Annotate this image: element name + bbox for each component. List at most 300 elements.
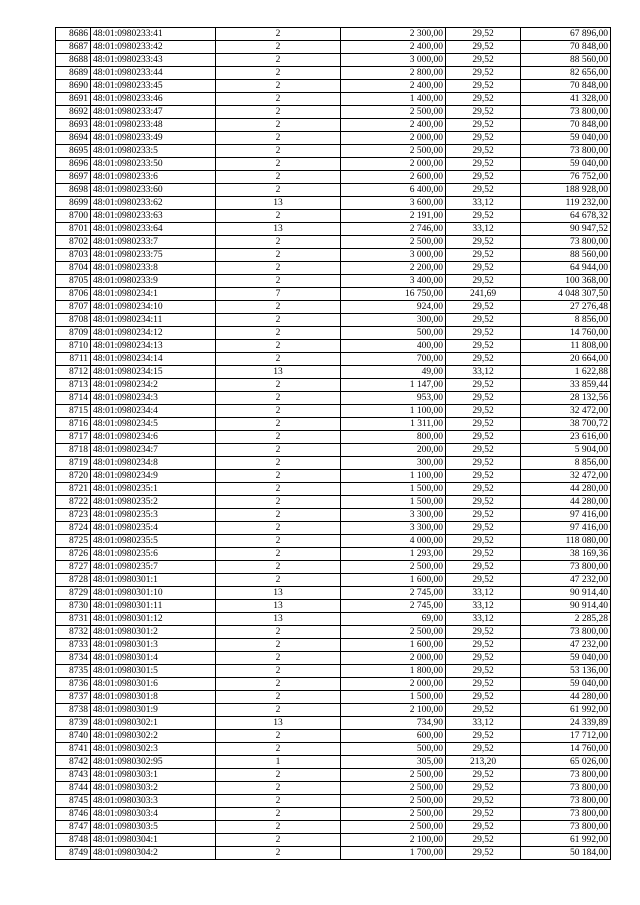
rate-cell: 33,12 (446, 223, 521, 236)
table-row (56, 691, 611, 704)
rate-cell: 29,52 (446, 678, 521, 691)
row-number-cell: 8724 (56, 522, 91, 535)
row-number-cell: 8737 (56, 691, 91, 704)
rate-cell: 29,52 (446, 41, 521, 54)
category-code-cell: 2 (216, 106, 341, 119)
category-code-cell: 13 (216, 600, 341, 613)
area-cell: 2 500,00 (341, 782, 446, 795)
table-row (56, 223, 611, 236)
area-cell: 200,00 (341, 444, 446, 457)
category-code-cell: 13 (216, 223, 341, 236)
cadastral-number-cell: 48:01:0980235:6 (91, 548, 216, 561)
area-cell: 300,00 (341, 457, 446, 470)
cadastral-value-cell: 5 904,00 (521, 444, 611, 457)
category-code-cell: 2 (216, 678, 341, 691)
cadastral-number-cell: 48:01:0980302:3 (91, 743, 216, 756)
area-cell: 1 700,00 (341, 847, 446, 860)
row-number-cell: 8711 (56, 353, 91, 366)
row-number-cell: 8712 (56, 366, 91, 379)
table-row (56, 587, 611, 600)
cadastral-value-cell: 70 848,00 (521, 119, 611, 132)
cadastral-value-cell: 44 280,00 (521, 483, 611, 496)
rate-cell: 29,52 (446, 67, 521, 80)
cadastral-number-cell: 48:01:0980234:1 (91, 288, 216, 301)
cadastral-value-cell: 4 048 307,50 (521, 288, 611, 301)
cadastral-value-cell: 61 992,00 (521, 704, 611, 717)
table-row (56, 717, 611, 730)
cadastral-value-cell: 44 280,00 (521, 691, 611, 704)
row-number-cell: 8738 (56, 704, 91, 717)
area-cell: 2 500,00 (341, 821, 446, 834)
area-cell: 2 000,00 (341, 652, 446, 665)
area-cell: 2 745,00 (341, 600, 446, 613)
rate-cell: 29,52 (446, 535, 521, 548)
row-number-cell: 8688 (56, 54, 91, 67)
row-number-cell: 8686 (56, 28, 91, 41)
row-number-cell: 8707 (56, 301, 91, 314)
row-number-cell: 8701 (56, 223, 91, 236)
table-row (56, 509, 611, 522)
category-code-cell: 2 (216, 119, 341, 132)
area-cell: 2 500,00 (341, 808, 446, 821)
category-code-cell: 2 (216, 314, 341, 327)
cadastral-value-cell: 90 914,40 (521, 587, 611, 600)
cadastral-value-table (55, 27, 611, 860)
area-cell: 400,00 (341, 340, 446, 353)
category-code-cell: 2 (216, 483, 341, 496)
rate-cell: 29,52 (446, 743, 521, 756)
row-number-cell: 8716 (56, 418, 91, 431)
table-row (56, 197, 611, 210)
rate-cell: 29,52 (446, 483, 521, 496)
row-number-cell: 8723 (56, 509, 91, 522)
cadastral-number-cell: 48:01:0980234:9 (91, 470, 216, 483)
category-code-cell: 2 (216, 353, 341, 366)
table-row (56, 535, 611, 548)
table-row (56, 236, 611, 249)
cadastral-value-cell: 20 664,00 (521, 353, 611, 366)
row-number-cell: 8693 (56, 119, 91, 132)
rate-cell: 29,52 (446, 93, 521, 106)
area-cell: 3 000,00 (341, 54, 446, 67)
rate-cell: 29,52 (446, 28, 521, 41)
area-cell: 2 500,00 (341, 626, 446, 639)
cadastral-value-cell: 97 416,00 (521, 509, 611, 522)
row-number-cell: 8725 (56, 535, 91, 548)
table-row (56, 444, 611, 457)
table-row (56, 834, 611, 847)
cadastral-value-cell: 41 328,00 (521, 93, 611, 106)
rate-cell: 33,12 (446, 587, 521, 600)
row-number-cell: 8732 (56, 626, 91, 639)
row-number-cell: 8734 (56, 652, 91, 665)
row-number-cell: 8702 (56, 236, 91, 249)
rate-cell: 29,52 (446, 379, 521, 392)
cadastral-number-cell: 48:01:0980304:2 (91, 847, 216, 860)
cadastral-number-cell: 48:01:0980234:12 (91, 327, 216, 340)
cadastral-value-cell: 14 760,00 (521, 743, 611, 756)
table-body (56, 28, 611, 860)
cadastral-number-cell: 48:01:0980235:4 (91, 522, 216, 535)
cadastral-value-cell: 118 080,00 (521, 535, 611, 548)
area-cell: 1 400,00 (341, 93, 446, 106)
rate-cell: 29,52 (446, 769, 521, 782)
row-number-cell: 8713 (56, 379, 91, 392)
category-code-cell: 2 (216, 795, 341, 808)
category-code-cell: 2 (216, 548, 341, 561)
cadastral-value-cell: 73 800,00 (521, 626, 611, 639)
area-cell: 3 300,00 (341, 522, 446, 535)
row-number-cell: 8709 (56, 327, 91, 340)
cadastral-value-cell: 28 132,56 (521, 392, 611, 405)
rate-cell: 29,52 (446, 665, 521, 678)
cadastral-number-cell: 48:01:0980301:9 (91, 704, 216, 717)
row-number-cell: 8700 (56, 210, 91, 223)
row-number-cell: 8710 (56, 340, 91, 353)
rate-cell: 29,52 (446, 457, 521, 470)
cadastral-value-cell: 90 914,40 (521, 600, 611, 613)
rate-cell: 29,52 (446, 444, 521, 457)
cadastral-value-cell: 2 285,28 (521, 613, 611, 626)
area-cell: 1 147,00 (341, 379, 446, 392)
row-number-cell: 8742 (56, 756, 91, 769)
row-number-cell: 8721 (56, 483, 91, 496)
category-code-cell: 2 (216, 444, 341, 457)
area-cell: 3 600,00 (341, 197, 446, 210)
rate-cell: 241,69 (446, 288, 521, 301)
category-code-cell: 2 (216, 379, 341, 392)
cadastral-value-cell: 73 800,00 (521, 795, 611, 808)
table-row (56, 28, 611, 41)
row-number-cell: 8727 (56, 561, 91, 574)
category-code-cell: 2 (216, 275, 341, 288)
cadastral-value-cell: 73 800,00 (521, 236, 611, 249)
rate-cell: 29,52 (446, 119, 521, 132)
category-code-cell: 2 (216, 782, 341, 795)
row-number-cell: 8729 (56, 587, 91, 600)
row-number-cell: 8689 (56, 67, 91, 80)
cadastral-value-cell: 65 026,00 (521, 756, 611, 769)
cadastral-number-cell: 48:01:0980235:7 (91, 561, 216, 574)
row-number-cell: 8717 (56, 431, 91, 444)
row-number-cell: 8690 (56, 80, 91, 93)
cadastral-number-cell: 48:01:0980233:50 (91, 158, 216, 171)
area-cell: 1 311,00 (341, 418, 446, 431)
area-cell: 924,00 (341, 301, 446, 314)
row-number-cell: 8746 (56, 808, 91, 821)
cadastral-number-cell: 48:01:0980233:75 (91, 249, 216, 262)
cadastral-number-cell: 48:01:0980233:43 (91, 54, 216, 67)
cadastral-number-cell: 48:01:0980234:7 (91, 444, 216, 457)
cadastral-value-cell: 47 232,00 (521, 574, 611, 587)
cadastral-value-cell: 17 712,00 (521, 730, 611, 743)
cadastral-value-cell: 70 848,00 (521, 80, 611, 93)
cadastral-number-cell: 48:01:0980301:10 (91, 587, 216, 600)
category-code-cell: 2 (216, 93, 341, 106)
rate-cell: 29,52 (446, 275, 521, 288)
category-code-cell: 2 (216, 54, 341, 67)
area-cell: 2 200,00 (341, 262, 446, 275)
cadastral-value-cell: 76 752,00 (521, 171, 611, 184)
row-number-cell: 8733 (56, 639, 91, 652)
table-row (56, 743, 611, 756)
area-cell: 2 300,00 (341, 28, 446, 41)
cadastral-value-cell: 8 856,00 (521, 457, 611, 470)
category-code-cell: 13 (216, 197, 341, 210)
table-row (56, 808, 611, 821)
rate-cell: 29,52 (446, 834, 521, 847)
cadastral-number-cell: 48:01:0980233:46 (91, 93, 216, 106)
area-cell: 6 400,00 (341, 184, 446, 197)
cadastral-number-cell: 48:01:0980233:6 (91, 171, 216, 184)
area-cell: 1 600,00 (341, 639, 446, 652)
area-cell: 2 400,00 (341, 80, 446, 93)
table-row (56, 457, 611, 470)
area-cell: 2 100,00 (341, 834, 446, 847)
category-code-cell: 2 (216, 184, 341, 197)
category-code-cell: 2 (216, 704, 341, 717)
table-row (56, 54, 611, 67)
rate-cell: 29,52 (446, 652, 521, 665)
rate-cell: 29,52 (446, 795, 521, 808)
cadastral-value-cell: 59 040,00 (521, 158, 611, 171)
category-code-cell: 2 (216, 405, 341, 418)
cadastral-value-cell: 67 896,00 (521, 28, 611, 41)
table-row (56, 639, 611, 652)
cadastral-number-cell: 48:01:0980233:44 (91, 67, 216, 80)
row-number-cell: 8706 (56, 288, 91, 301)
cadastral-number-cell: 48:01:0980303:4 (91, 808, 216, 821)
table-row (56, 483, 611, 496)
cadastral-number-cell: 48:01:0980235:1 (91, 483, 216, 496)
cadastral-value-cell: 32 472,00 (521, 470, 611, 483)
category-code-cell: 13 (216, 613, 341, 626)
cadastral-value-cell: 73 800,00 (521, 782, 611, 795)
table-row (56, 405, 611, 418)
table-row (56, 275, 611, 288)
category-code-cell: 2 (216, 132, 341, 145)
table-row (56, 561, 611, 574)
row-number-cell: 8720 (56, 470, 91, 483)
category-code-cell: 2 (216, 80, 341, 93)
rate-cell: 213,20 (446, 756, 521, 769)
cadastral-number-cell: 48:01:0980301:4 (91, 652, 216, 665)
cadastral-number-cell: 48:01:0980233:41 (91, 28, 216, 41)
cadastral-value-cell: 61 992,00 (521, 834, 611, 847)
cadastral-value-cell: 59 040,00 (521, 132, 611, 145)
cadastral-number-cell: 48:01:0980301:8 (91, 691, 216, 704)
row-number-cell: 8697 (56, 171, 91, 184)
cadastral-number-cell: 48:01:0980235:5 (91, 535, 216, 548)
table-row (56, 821, 611, 834)
cadastral-value-cell: 70 848,00 (521, 41, 611, 54)
area-cell: 2 000,00 (341, 678, 446, 691)
rate-cell: 29,52 (446, 184, 521, 197)
cadastral-number-cell: 48:01:0980233:42 (91, 41, 216, 54)
category-code-cell: 2 (216, 171, 341, 184)
cadastral-value-cell: 23 616,00 (521, 431, 611, 444)
table-row (56, 262, 611, 275)
category-code-cell: 2 (216, 431, 341, 444)
cadastral-value-cell: 14 760,00 (521, 327, 611, 340)
area-cell: 2 000,00 (341, 132, 446, 145)
area-cell: 800,00 (341, 431, 446, 444)
cadastral-number-cell: 48:01:0980302:95 (91, 756, 216, 769)
category-code-cell: 2 (216, 470, 341, 483)
category-code-cell: 2 (216, 821, 341, 834)
rate-cell: 29,52 (446, 327, 521, 340)
rate-cell: 29,52 (446, 106, 521, 119)
area-cell: 2 600,00 (341, 171, 446, 184)
rate-cell: 29,52 (446, 626, 521, 639)
cadastral-number-cell: 48:01:0980233:45 (91, 80, 216, 93)
rate-cell: 29,52 (446, 496, 521, 509)
cadastral-value-cell: 1 622,88 (521, 366, 611, 379)
area-cell: 953,00 (341, 392, 446, 405)
cadastral-number-cell: 48:01:0980234:11 (91, 314, 216, 327)
table-row (56, 392, 611, 405)
row-number-cell: 8722 (56, 496, 91, 509)
row-number-cell: 8694 (56, 132, 91, 145)
row-number-cell: 8699 (56, 197, 91, 210)
cadastral-number-cell: 48:01:0980234:3 (91, 392, 216, 405)
category-code-cell: 2 (216, 639, 341, 652)
cadastral-number-cell: 48:01:0980234:5 (91, 418, 216, 431)
table-row (56, 795, 611, 808)
cadastral-number-cell: 48:01:0980234:2 (91, 379, 216, 392)
cadastral-number-cell: 48:01:0980234:13 (91, 340, 216, 353)
cadastral-number-cell: 48:01:0980303:1 (91, 769, 216, 782)
table-row (56, 782, 611, 795)
cadastral-value-cell: 82 656,00 (521, 67, 611, 80)
cadastral-number-cell: 48:01:0980233:7 (91, 236, 216, 249)
row-number-cell: 8719 (56, 457, 91, 470)
cadastral-number-cell: 48:01:0980301:3 (91, 639, 216, 652)
rate-cell: 29,52 (446, 340, 521, 353)
rate-cell: 29,52 (446, 171, 521, 184)
rate-cell: 29,52 (446, 821, 521, 834)
area-cell: 1 600,00 (341, 574, 446, 587)
rate-cell: 29,52 (446, 548, 521, 561)
rate-cell: 29,52 (446, 704, 521, 717)
table-row (56, 548, 611, 561)
category-code-cell: 2 (216, 418, 341, 431)
table-row (56, 665, 611, 678)
rate-cell: 29,52 (446, 353, 521, 366)
table-row (56, 847, 611, 860)
cadastral-number-cell: 48:01:0980233:9 (91, 275, 216, 288)
category-code-cell: 2 (216, 67, 341, 80)
rate-cell: 29,52 (446, 210, 521, 223)
table-row (56, 574, 611, 587)
category-code-cell: 13 (216, 587, 341, 600)
row-number-cell: 8708 (56, 314, 91, 327)
cadastral-value-cell: 50 184,00 (521, 847, 611, 860)
area-cell: 500,00 (341, 327, 446, 340)
table-row (56, 431, 611, 444)
row-number-cell: 8749 (56, 847, 91, 860)
cadastral-value-cell: 32 472,00 (521, 405, 611, 418)
rate-cell: 29,52 (446, 236, 521, 249)
table-row (56, 613, 611, 626)
table-row (56, 366, 611, 379)
cadastral-value-cell: 73 800,00 (521, 769, 611, 782)
category-code-cell: 2 (216, 236, 341, 249)
cadastral-number-cell: 48:01:0980301:6 (91, 678, 216, 691)
cadastral-number-cell: 48:01:0980301:5 (91, 665, 216, 678)
category-code-cell: 2 (216, 28, 341, 41)
area-cell: 1 100,00 (341, 470, 446, 483)
row-number-cell: 8744 (56, 782, 91, 795)
table-row (56, 145, 611, 158)
category-code-cell: 2 (216, 665, 341, 678)
category-code-cell: 2 (216, 496, 341, 509)
row-number-cell: 8687 (56, 41, 91, 54)
table-row (56, 171, 611, 184)
category-code-cell: 2 (216, 262, 341, 275)
rate-cell: 29,52 (446, 314, 521, 327)
cadastral-number-cell: 48:01:0980233:63 (91, 210, 216, 223)
category-code-cell: 2 (216, 392, 341, 405)
category-code-cell: 2 (216, 145, 341, 158)
category-code-cell: 2 (216, 730, 341, 743)
area-cell: 2 500,00 (341, 236, 446, 249)
row-number-cell: 8747 (56, 821, 91, 834)
category-code-cell: 2 (216, 574, 341, 587)
cadastral-value-cell: 38 700,72 (521, 418, 611, 431)
cadastral-number-cell: 48:01:0980233:60 (91, 184, 216, 197)
cadastral-number-cell: 48:01:0980233:48 (91, 119, 216, 132)
cadastral-number-cell: 48:01:0980302:2 (91, 730, 216, 743)
table-row (56, 288, 611, 301)
area-cell: 305,00 (341, 756, 446, 769)
cadastral-number-cell: 48:01:0980304:1 (91, 834, 216, 847)
area-cell: 2 191,00 (341, 210, 446, 223)
cadastral-value-cell: 59 040,00 (521, 678, 611, 691)
table-row (56, 470, 611, 483)
cadastral-number-cell: 48:01:0980303:2 (91, 782, 216, 795)
cadastral-value-cell: 27 276,48 (521, 301, 611, 314)
row-number-cell: 8728 (56, 574, 91, 587)
cadastral-number-cell: 48:01:0980234:10 (91, 301, 216, 314)
area-cell: 4 000,00 (341, 535, 446, 548)
cadastral-number-cell: 48:01:0980234:4 (91, 405, 216, 418)
row-number-cell: 8740 (56, 730, 91, 743)
category-code-cell: 2 (216, 769, 341, 782)
rate-cell: 29,52 (446, 509, 521, 522)
table-row (56, 93, 611, 106)
cadastral-value-cell: 73 800,00 (521, 808, 611, 821)
cadastral-number-cell: 48:01:0980234:8 (91, 457, 216, 470)
table-row (56, 210, 611, 223)
category-code-cell: 2 (216, 158, 341, 171)
category-code-cell: 2 (216, 691, 341, 704)
rate-cell: 29,52 (446, 54, 521, 67)
cadastral-value-cell: 73 800,00 (521, 821, 611, 834)
table-row (56, 106, 611, 119)
row-number-cell: 8715 (56, 405, 91, 418)
cadastral-number-cell: 48:01:0980234:14 (91, 353, 216, 366)
category-code-cell: 7 (216, 288, 341, 301)
row-number-cell: 8726 (56, 548, 91, 561)
table-row (56, 184, 611, 197)
rate-cell: 29,52 (446, 730, 521, 743)
table-row (56, 80, 611, 93)
category-code-cell: 2 (216, 652, 341, 665)
area-cell: 700,00 (341, 353, 446, 366)
rate-cell: 29,52 (446, 470, 521, 483)
row-number-cell: 8705 (56, 275, 91, 288)
